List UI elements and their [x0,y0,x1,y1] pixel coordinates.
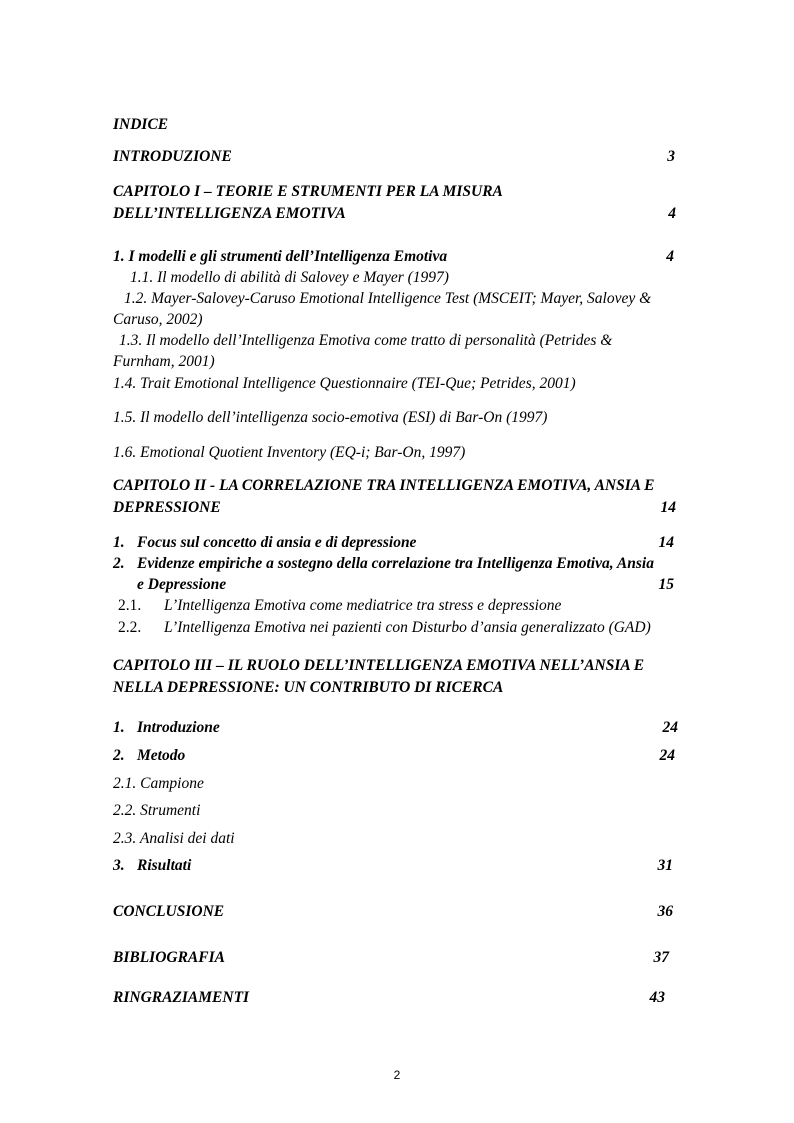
toc-cap1-s1-4: 1.4. Trait Emotional Intelligence Questionnaire (TEI-Que; Petrides, 2001) [113,375,576,392]
toc-cap2-s1-num: 1. [113,534,125,551]
toc-conclusione-page: 36 [657,903,673,920]
toc-cap2-s1-page: 14 [658,534,674,551]
toc-cap1-s1-3-line2: Furnham, 2001) [113,353,215,370]
toc-cap2-page: 14 [660,499,676,516]
toc-cap2-s2-2: L’Intelligenza Emotiva nei pazienti con Disturbo d’ansia generalizzato (GAD) [164,619,651,636]
toc-cap1-s1: 1. I modelli e gli strumenti dell’Intelligenza Emotiva [113,248,448,265]
toc-bibliografia: BIBLIOGRAFIA [113,949,225,966]
toc-cap3-s2-num: 2. [113,747,125,764]
toc-cap1-title-line1: CAPITOLO I – TEORIE E STRUMENTI PER LA MISURA [113,183,503,200]
toc-heading: INDICE [113,116,169,133]
toc-conclusione: CONCLUSIONE [113,903,225,920]
toc-cap3-title-line2: NELLA DEPRESSIONE: UN CONTRIBUTO DI RICERCA [113,679,504,696]
toc-introduzione: INTRODUZIONE [113,148,232,165]
toc-cap2-s2-1: L’Intelligenza Emotiva come mediatrice tra stress e depressione [164,597,562,614]
toc-cap3-s3-page: 31 [657,857,673,874]
toc-cap2-title-line1: CAPITOLO II - LA CORRELAZIONE TRA INTELLIGENZA EMOTIVA, ANSIA E [113,477,655,494]
toc-cap1-title-line2: DELL’INTELLIGENZA EMOTIVA [113,205,346,222]
toc-cap1-s1-2-line2: Caruso, 2002) [113,311,203,328]
toc-cap1-s1-1: 1.1. Il modello di abilità di Salovey e Mayer (1997) [130,269,449,286]
toc-cap2-title-line2: DEPRESSIONE [113,499,221,516]
toc-cap3-s2-3: 2.3. Analisi dei dati [113,830,235,847]
toc-cap3-s2-1: 2.1. Campione [113,775,204,792]
toc-cap1-s1-2-line1: 1.2. Mayer-Salovey-Caruso Emotional Intelligence Test (MSCEIT; Mayer, Salovey & [124,290,652,307]
toc-ringraziamenti-page: 43 [649,989,665,1006]
toc-cap2-s2-1-num: 2.1. [118,597,142,614]
toc-cap3-s2: Metodo [137,747,186,764]
toc-cap2-s2-num: 2. [113,555,125,572]
toc-cap2-s2-page: 15 [658,576,674,593]
toc-cap3-s1-num: 1. [113,719,125,736]
toc-cap2-s2-line1: Evidenze empiriche a sostegno della correlazione tra Intelligenza Emotiva, Ansia [137,555,654,572]
toc-cap1-s1-6: 1.6. Emotional Quotient Inventory (EQ-i; Bar-On, 1997) [113,444,466,461]
toc-cap2-s2-2-num: 2.2. [118,619,142,636]
toc-cap1-s1-5: 1.5. Il modello dell’intelligenza socio-emotiva (ESI) di Bar-On (1997) [113,409,548,426]
page-number: 2 [393,1068,401,1082]
toc-cap3-s3: Risultati [137,857,192,874]
toc-cap1-page: 4 [668,205,676,222]
toc-introduzione-page: 3 [667,148,675,165]
toc-cap3-s3-num: 3. [113,857,125,874]
toc-cap2-s1: Focus sul concetto di ansia e di depressione [137,534,417,551]
toc-cap1-s1-page: 4 [666,248,674,265]
toc-cap3-title-line1: CAPITOLO III – IL RUOLO DELL’INTELLIGENZA EMOTIVA NELL’ANSIA E [113,657,645,674]
toc-cap3-s2-2: 2.2. Strumenti [113,802,201,819]
toc-cap3-s1-page: 24 [662,719,678,736]
toc-ringraziamenti: RINGRAZIAMENTI [113,989,250,1006]
toc-bibliografia-page: 37 [653,949,669,966]
toc-cap2-s2-line2: e Depressione [137,576,227,593]
toc-cap3-s2-page: 24 [659,747,675,764]
toc-cap1-s1-3-line1: 1.3. Il modello dell’Intelligenza Emotiva come tratto di personalità (Petrides & [119,332,613,349]
toc-cap3-s1: Introduzione [137,719,220,736]
